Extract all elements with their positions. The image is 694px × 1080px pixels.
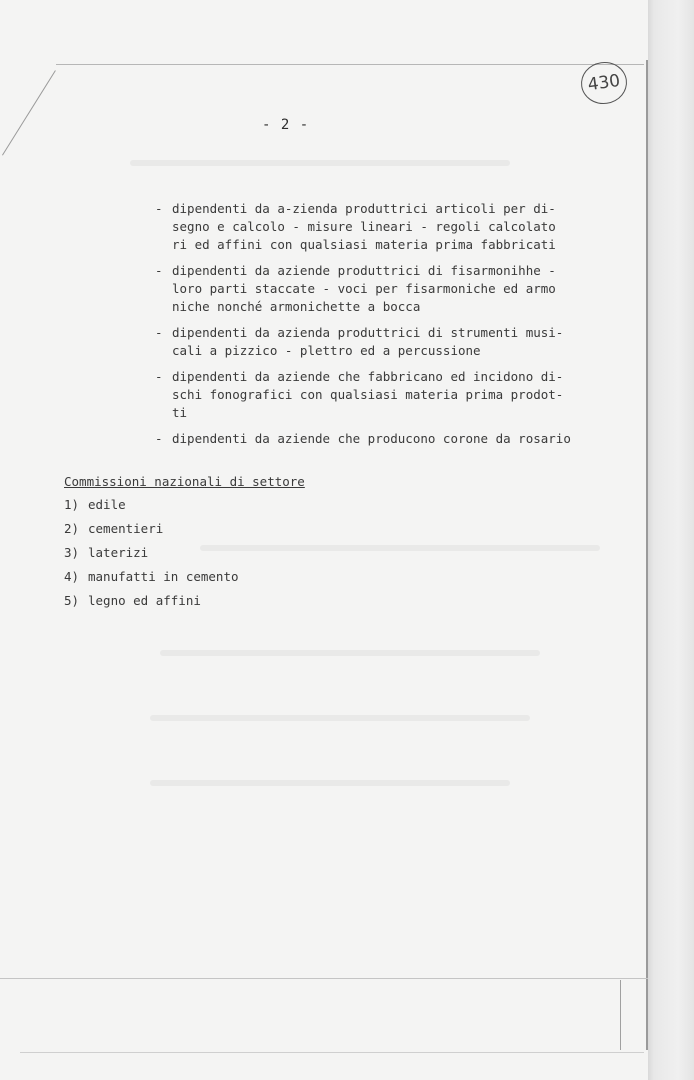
item-label: legno ed affini [88, 593, 201, 608]
bleed-through-mark [150, 780, 510, 786]
list-item [155, 430, 615, 448]
page-header-number: - 2 - [262, 117, 310, 133]
list-item [64, 545, 464, 561]
list-item [155, 368, 615, 422]
item-label: manufatti in cemento [88, 569, 239, 584]
bullet-text-line: niche nonché armonichette a bocca [172, 299, 421, 314]
item-number: 4) [64, 569, 80, 584]
item-label: cementieri [88, 521, 164, 536]
page-edge-right [646, 60, 648, 1050]
committee-list [64, 497, 464, 609]
bullet-text-line: dipendenti da azienda produttrici di strumenti musi- [172, 325, 564, 340]
page-edge-top [56, 64, 644, 65]
list-item [155, 324, 615, 360]
item-number: 2) [64, 521, 80, 536]
bullet-text-line: ti [172, 405, 188, 420]
committees-section [64, 474, 464, 617]
bullet-text-line: schi fonografici con qualsiasi materia prima prodot- [172, 387, 564, 402]
scan-edge-bottom [20, 1052, 644, 1053]
category-bullet-list [155, 200, 615, 456]
list-item [64, 521, 464, 537]
item-label: laterizi [88, 545, 149, 560]
bullet-text-line: cali a pizzico - plettro ed a percussione [172, 343, 481, 358]
bleed-through-mark [130, 160, 510, 166]
item-number: 1) [64, 497, 80, 512]
list-item [64, 497, 464, 513]
bullet-text-line: dipendenti da aziende che producono corone da rosario [172, 431, 571, 446]
bullet-text-line: dipendenti da a-zienda produttrici articoli per di- [172, 201, 556, 216]
bullet-dash: - [155, 431, 163, 446]
section-title: Commissioni nazionali di settore [64, 474, 305, 489]
list-item [155, 200, 615, 254]
bullet-dash: - [155, 369, 163, 384]
bullet-dash: - [155, 325, 163, 340]
list-item [64, 593, 464, 609]
scan-edge-strip [648, 0, 694, 1080]
bullet-text-line: dipendenti da aziende produttrici di fisarmonihhe - [172, 263, 556, 278]
item-number: 3) [64, 545, 80, 560]
bleed-through-mark [150, 715, 530, 721]
item-label: edile [88, 497, 126, 512]
bullet-text-line: dipendenti da aziende che fabbricano ed incidono di- [172, 369, 564, 384]
page-edge-bottom [0, 978, 648, 979]
bullet-text-line: segno e calcolo - misure lineari - regoli calcolato [172, 219, 556, 234]
bullet-text-line: loro parti staccate - voci per fisarmoniche ed armo [172, 281, 556, 296]
list-item [64, 569, 464, 585]
page-corner-fold [2, 70, 56, 155]
page-number-stamp: 430 [578, 59, 629, 107]
list-item [155, 262, 615, 316]
item-number: 5) [64, 593, 80, 608]
bullet-dash: - [155, 201, 163, 216]
bullet-dash: - [155, 263, 163, 278]
bullet-text-line: ri ed affini con qualsiasi materia prima fabbricati [172, 237, 556, 252]
scan-edge-vertical [620, 980, 621, 1050]
bleed-through-mark [160, 650, 540, 656]
